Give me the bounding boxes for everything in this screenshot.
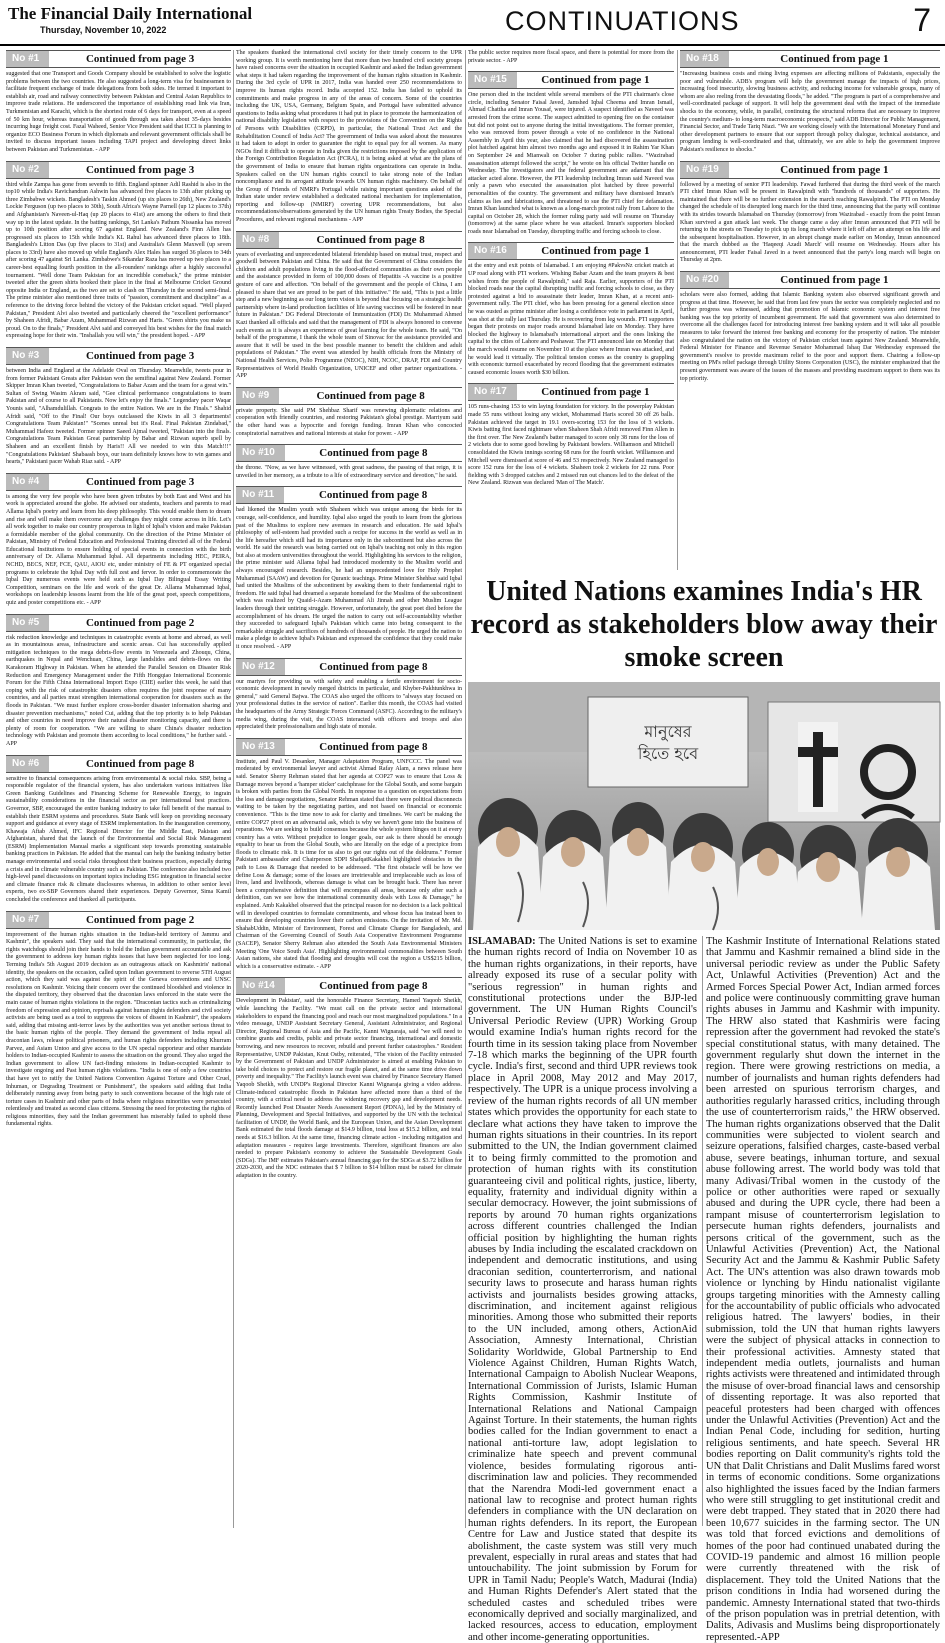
story-body: Development in Pakistan', said the honorable Finance Secretary, Hamed Yaqoob Sheikh, while launching the Facility. "We must call on the private sector and international stakeholders to expand the financing pool and reach our most marginalized populations." In a video message, UNDP Assistant Secretary General, Assistant Administrator, and Regional Director, Regional Bureau of Asia and the Pacific, Kanni Wignaraja, said "we will need to combine grants and credits, public and private sector financing, international and domestic borrowing, and new resources to recover, rebuild and prevent further catastrophes." Resident Representative, UNDP Pakistan, Knut Ostby, reiterated, "The vision of the Facility entrusted by the Government of Pakistan and UNDP Administrator is aimed at enabling Pakistan to take bold choices to protect and restore our fragile planet, and at the same time drive down poverty and inequality." The Facility's launch event was chaired by Finance Secretary Hamed Yaqoob Sheikh, with UNDP's Regional Director Kanni Wignaraja giving a video address. Climate-induced catastrophic floods in Pakistan have affected more than a third of the country, with a critical need to address the widening recovery gap and development needs. Recently launched Post Disaster Needs Assessment Report (PDNA), led by the Ministry of Planning, Development and Special Initiatives, and supported by the UN with the technical facilitation of UNDP, the World Bank, and the European Union, and the Asian Development Bank estimated the total floods damage at $14.9 billion, total loss at $15.2 billion, and total needs at $16.3 billion. At the same time, financing climate action - including mitigation and adaptation measures - requires large investments. Therefore, significant finances are also needed to prepare Pakistan's economy to achieve the Sustainable Development Goals (SDGs). The IMF estimates Pakistan's annual financing gap for the SDGs at $3.72 billion for 2020-2030, and the NDC estimates that $ 7 billion to $14 billion must be raised for climate adaptation in the country. xyxy=(236,998,462,1180)
continued-from-label: Continued from page 3 xyxy=(85,475,195,488)
story-number: No #3 xyxy=(6,348,49,364)
story-body: our martyrs for providing us with safety and enabling a fertile environment for socio-economic development in newly merged districts in particular, and Khyber-Pakhtunkhwa in general," said General Bajwa. The COAS also urged the officers to "always stay focused on your professional duties in the service of nation". Earlier this month, the COAS had visited the headquarters of the Army Strategic Forces Command (ASFC). According to the military's media wing, during the visit, the COAS interacted with officers and troops and also appreciated their professionalism and high state of morale. xyxy=(236,678,462,731)
feature-article-column-2 xyxy=(706,936,940,1643)
story-body: One person died in the incident while several members of the PTI chairman's close circle, including Senator Faisal Javed, Jamshed Iqbal Cheema and Imran Ismail, Ahmad Chattha and Imran Yousaf, were injured. A suspect identified as Naveed was arrested from the crime scene. The suspect admitted to opening fire on the container but did not point out to anyone during the initial investigations. The former premier, who was removed from power through a vote of no confidence in the National Assembly in April this year, also claimed that he had discovered the assassination plot hatched against him almost two months ago and exposed it in Rahim Yar Khan on September 24 and Mianwali on October 7 during public rallies. "Wazirabad assassination attempt followed the script," he wrote on his official Twitter handle on Wednesday. The investigators and the federal government are adamant that the attacker acted alone. However, the PTI leadership including Imran said Naveed was only a pawn who executed the assassination plot hatched by three powerful personalities of the country. The government and military have dismissed Imran's claims as lies and fabrications, and threatened to sue the PTI chief for defamation. Imran Khan launched what is known as a long-march protest rally from Lahore to the capital on October 28, which the former ruling party said will resume on Thursday (tomorrow) at the same place where he was attacked. Imran's supporters blocked roads near Islamabad on Tuesday, disrupting traffic and forcing schools to close. xyxy=(468,92,674,235)
continuation-story xyxy=(468,71,674,236)
continued-from-label: Continued from page 8 xyxy=(319,980,428,993)
continued-from-label: Continued from page 1 xyxy=(541,245,650,258)
story-header xyxy=(468,71,674,89)
story-header xyxy=(6,347,231,365)
continued-from-label: Continued from page 3 xyxy=(85,163,195,176)
continuation-story xyxy=(236,738,462,972)
story-number: No #14 xyxy=(236,978,285,994)
paper-name: The Financial Daily International xyxy=(8,4,253,23)
story-header xyxy=(236,231,462,249)
continued-from-label: Continued from page 8 xyxy=(319,447,428,460)
story-body: followed by a meeting of senior PTI leadership. Fawad furthered that during the third week of the march PTI chief Imran Khan will be present in Rawalpindi with "hundreds of thousands" of supporters. He maintained that there will be no further extension in the march reaching Rawalpindi. The PTI on Monday changed the schedule of its disrupted long march for the third time, announcing that the party will continue with its strides towards Islamabad on Thursday (tomorrow) from Wazirabad - exactly from the point Imran Khan survived a gun attack last week. The change came a day after Imran announced that PTI will be returning to the streets on Tuesday to pick up its long march where it left off after an attempt on his life and the subsequent hospitalisation. However, in an abrupt change made earlier on Monday, Imran announced that the march dubbed as the 'Haqeeqi Azadi March' will resume on Wednesday. Hours after his announcement, PTI leader Faisal Javed in a tweet announced that the party's long march will begin on Thursday at 2pm. xyxy=(680,181,940,264)
story-number: No #20 xyxy=(680,272,729,288)
issue-date: Thursday, November 10, 2022 xyxy=(40,25,167,35)
story-number: No #13 xyxy=(236,739,285,755)
story-header xyxy=(680,50,940,68)
continuations-column-4 xyxy=(680,50,940,570)
story-body: third while Zampa has gone from seventh to fifth. England spinner Adil Rashid is also in the top10 while India's Ravichandran Ashwin has advanced five places to 13th after picking up three Zimbabwe wickets. Bangladesh's Taskin Ahmed (up six places to 26th), New Zealand's Lockie Ferguson (up two places to 30th), South Africa's Wayne Parnell (up 12 places to 37th) and Afghanistan's Naveen-ul-Haq (up 20 places to 41st) are among the others to find their way up in the latest update. In the batting rankings, Sri Lanka's Pathum Nissanka has moved up to 10th position after scoring 67 against England. New Zealand's Finn Allen has progressed six places to 15th while India's KL Rahul has advanced three places to 18th. Bangladesh's Litton Das (up five places to 31st) and Australia's Glenn Maxwell (up seven places to 33rd) have also moved up while England's Alex Hales has surged 36 places to 34th after scoring 47 against Sri Lanka. Zimbabwe's Sikandar Raza has moved up two places to a career-best equalling fourth position in the all-rounders' rankings after a highly successful tournament. "Well done Team Pakistan for an incredible comeback," the prime minister tweeted after the green shirts booked their place in the final at Melbourne Cricket Ground opposite India or England, as the two are set to clash on Thursday in the second semi-final. The prime minister also mentioned three traits of "passion, commitment and discipline" as a reference to the driving force behind the victory of the Pakistan cricket squad. "Well played Pakistan," President Alvi also tweeted and particularly cheered the "excellent performance" by Shaheen Afridi, Babar Azam, Muhammad Rizwan and Haris. "Green shirts you make us proud. On to the finals," President Alvi said and conveyed his best wishes for the final match expressing hope for their win. "Inshallah you will win," the president hoped. - APP xyxy=(6,181,231,340)
page-number: 7 xyxy=(913,2,931,38)
column-rule xyxy=(702,936,703,1526)
continuation-story xyxy=(236,387,462,438)
column-rule xyxy=(233,50,234,1528)
protest-sign-line-2: হিতে হবে xyxy=(637,744,699,763)
story-number: No #2 xyxy=(6,162,49,178)
story-body: improvement of the human rights situation in the Indian-held territory of Jammu and Kashmir", the speakers said. They said that the international community, in particular, the rights watchdogs should join their hands to hold the Indian government accountable and ask the government to address key human rights issues that have been neglected for too long. Terming India's 5th August 2019 decision as an outrageous attack on Kashmiris' national identity, the speakers on the occasion, called upon Indian government to reverse 5TH August action, which they said was against the spirit of the Geneva conventions and UNSC resolutions on Kashmir. Voicing their concern over the continued bloodshed and violence in the disputed territory, they observed that the draconian laws enforced in the state were the main cause of human rights violations in the region. "Draconian tactics such as criminalizing freedom of expression and opinion, reprisals against human rights defenders and civil society activists are being used as a tool to suppress the voices of dissent in Kashmir", the speakers said, adding that missing anti-terror laws by the authorities was yet another serious threat to the basic human rights of the people. They demand the government of India repeal all draconian laws, release political prisoners, and human rights defenders including Khurram Parvez, and Asiam Untoo and give access to the UN special rapporteur and other mandate holders to Indian-occupied Kashmir to assess the situation on the ground. They also urged the Indian government to allow UN fact-finding missions in Indian-occupied Kashmir to investigate ongoing and Past human rights violations. "India is one of only a few countries that have yet to ratify the United Nations Convention Against Torture and Other Cruel, Inhuman, or Degrading Treatment or Punishment", the speakers said adding that India deliberately running away from being party to such conventions because of the high rate of torture cases in Kashmir and other parts of India where religious minorities were persecuted relentlessly and treated as second class citizens. Stressing the need for protecting the rights of religious minorities, they said the Indian government has miserably failed to uphold these fundamental rights. xyxy=(6,931,231,1128)
column-rule xyxy=(465,50,466,1528)
continued-from-label: Continued from page 3 xyxy=(85,350,195,362)
feature-article-text-1: The United Nations is set to examine the human rights record of India on November 10 as the human rights organizations, in their reports, have already exposed its ruse of a secular polity with "serious regression" in human rights and constitutional protections under the BJP-led government. The UN Human Rights Council's Universal Periodic Review (UPR) Working Group would examine India's human rights record for the fourth time in its session taking place from November 7-18 which marks the beginning of the UPR fourth cycle. India's first, second and third UPR reviews took place in April 2008, May 2012 and May 2017, respectively. The UPR is a unique process involving a review of the human rights records of all UN member states which provides the opportunity for each state to declare what actions they have taken to improve the human rights situations in their countries. In its report submitted to the UN, the Indian government claimed it to being firmly committed to the promotion and protection of human rights with its constitution guaranteeing civil and political rights, justice, liberty, equality, fraternity and individual dignity within a secular democracy. However, the joint submissions of reports by around 70 human rights organizations across different countries challenged the Indian official position by highlighting the human rights abuses by India including the escalated crackdown on independent and democratic institutions, and using draconian sedition, counterterrorism, and national security laws to prosecute and harass human rights activists and journalists besides growing attacks, discrimination, and incitement against religious minorities. Among those who submitted their reports to the UN included, among others, ActionAid Association, Amnesty International, Christian Solidarity Worldwide, Global Partnership to End Violence Against Children, Human Rights Watch, International Campaign to Abolish Nuclear Weapons, International Commission of Jurists, Islamic Human Rights Commission, Kashmir Institute of International Relations and National Campaign Against Torture. In their statements, the human rights bodies called for the Indian government to enact a national anti-torture law, adopt legislation to criminalize hate speech and prevent communal violence, besides formulating rigorous anti-discrimination law and policies. They recommended that the Narendra Modi-led government enact a national law to recognise and protect human rights defenders in compliance with the UN declaration on human rights defenders. In its report, the European Centre for Law and Justice stated that despite its abolishment, the caste system was still very much prevalent, especially in rural areas and states that had untouchability. The joint submission by Forum for UPR in Tamil Nadu; People's Watch, Madurai (India) and Human Rights Defender's Alert stated that the scheduled castes and scheduled tribes were economically deprived and socially marginalized, and lacked resources, access to education, employment and other income-generating opportunities. xyxy=(468,936,697,1643)
continuation-story xyxy=(236,658,462,732)
continuation-story xyxy=(6,755,231,905)
continuation-story xyxy=(6,614,231,749)
story-header xyxy=(468,383,674,401)
story-number: No #12 xyxy=(236,659,285,675)
column-rule xyxy=(677,50,678,570)
feature-headline: United Nations examines India's HR record as stakeholders blow away their smoke screen xyxy=(470,576,938,673)
story-body: Institute, and Paul V. Desanker, Manager Adaptation Program, UNFCCC. The panel was moderated by environmental lawyer and activist Ahmad Rafay Alam, a news release here said. Senator Sherry Rehman stated that her agenda at COP27 was to ensure that Loss & Damage moves beyond a 'hamper sticker' catchphrase for the Global South, and some bargain is broken with parties from the Global North. In response to a question on expectations from the loss and damage negotiations, Senator Rehman stated that there were political disconnects waiting to be taken by the negotiating parties, and not based on financial or economic convenience. "This is the time now to ask for clarity and timelines. We can't be making the entire COP27 pivot on an adversarial ask, which is why we haven't gone into the business of reparations. We are seeking to build consensus because the whole system hinges on it at every country has a veto. Without prejudice to longer goals, our ask is there should be enough equality to hear us from the Global South, who are literally on the edge of a precipice from floods to climatic risk. It is time for us also to get our rights out of the doldrums." Former Pakistani ambassador and Chairperson SDPI ShafqatKakakhel highlighted obstacles in the path to Loss & Damage that needed to be addressed. "The first obstacle will be how we define Loss & damage; some of the losses are irretrievable and irreplaceable such as loss of lives, land and livelihoods, whereas damage is what can be brought back. There has never been a comprehensive definition that will encompass all areas, because only after such a definition, can we see how the international community deals with Loss & Damage," he explained. Amb Kakakhel observed that the principal reason for no decision is a lack political will in developed countries to formulate commitments, and whose focus has instead been to ensure that developing countries lower their carbon emissions. On the invitation of Mr. Md. ShahabUddin, Minister of Environment, Forest and Climate Change for Bangladesh, and Chairman of the Governing Council of South Asia Cooperative Environment Programme (SACEP), Senator Sherry Rehman also attended the South Asia Environmental Ministers Meeting 'One Voice South Asia'. Highlighting environmental commonalities between South Asian nations, she stated that flooding and droughts will cost the region a US$215 billion, which is a conservative estimate. - APP xyxy=(236,758,462,970)
story-header xyxy=(6,755,231,773)
story-body: 105 runs-chasing 153 to win laying foundation for victory. In the powerplay Pakistan made 55 runs without losing any wicket, Mohammad Haris scored 30 off 26 balls. Pakistan achieved the target in 19.1 overs-scoring 153 for the loss of 3 wickets. Kiwis batting first faced nightmare when Shaheen Shah Afridi removed Finn Allen in the first over. The New Zealand's batter managed to score only 38 runs for the loss of 2 wickets due to some good bowling by Pakistani bowlers. Williamson and Mitchell consolidated the Kiwis innings scoring 68 runs for the fourth wicket. Williamson and Mitchell were dismissed at score of 46 and 53 respectively. New Zealand managed to score 152 runs for the loss of 4 wickets. Shaheen took 2 wickets for 22 runs. Poor fielding with 3 dropped catches and 2 missed run out chances led to the defeat of the New Zealand. Rizwan was declared 'Man of The Match'. xyxy=(468,404,674,487)
continued-from-label: Continued from page 8 xyxy=(319,660,428,673)
story-number: No #1 xyxy=(6,51,49,67)
story-body: at the entry and exit points of Islamabad. I am enjoying #PakvsNz cricket match at UP road along with PTI workers. Wishing Babar Azam and the team prayers & best wishes from the people of Rawalpindi," said Raja. Earlier, supporters of the PTI blocked roads near the capital disrupting traffic and forcing schools to close, as they protested against a bid to assassinate their leader, Imran Khan, at a recent anti-government rally. The PTI chief, who has been pressing for a general election since he was ousted as prime minister after losing a confidence vote in parliament in April, was shot at the rally last Thursday. He is recovering from leg wounds. PTI supporters began their protests on major roads around Islamabad late on Monday. They have blocked the highway to Islamabad's international airport and the ones linking the capital to the cities of Lahore and Peshawar. The PTI announced late on Monday that the march would resume on November 10 at the place where Imran was attacked, and he would lead it virtually. The political tension comes as the country is grappling with economic turmoil exacerbated by record flooding that the government estimates caused economic losses worth $30 billion. xyxy=(468,263,674,376)
story-body: between India and England at the Adelaide Oval on Thursday. Meanwhile, tweets pour in from former Pakistani Greats after Pakistan won the semifinal against New Zealand. Former Skipper Imran Khan tweeted, "Congratulations to Babar Azam and the team for a great win." Sultan of Swing Wasim Akram said, "Gee clinical performance congratulations to team Pakistan and of course to all Pakistanis. Now let's enjoy the finals." Legendary pacer Waqar Younis said, "Alhamdulillah. Congrats to the entire Nation. We are in the Finals." Shahid Afridi said, "Off to the Final! Our boys outclassed the Kiwis in all 3 departments! Congratulations Team Pakistan!" "Scenes unreal but it's Real. Final Pakistan Zindabad," Muhammad Hafeez tweeted. Former spinner Saeed Ajmal tweeted, "Pakistan into the finals. Congratulations Team Pakistan Great partnership by Babar and Rizwan superb spell by Shaheen and an excellent finish by Haris!! All we needed to win this Match!!!" "Congratulations Pakistan! Shabaash boys, our team definitely knows how to win games and hearts," Pakistani pacer Wahab Riaz said. - APP xyxy=(6,368,231,466)
story-header xyxy=(680,161,940,179)
story-header xyxy=(236,658,462,676)
story-number: No #6 xyxy=(6,756,49,772)
protest-photo-illustration xyxy=(468,682,940,930)
story-body: scholars were also formed, adding that Islamic Banking system also observed significant growth and progress at that time. However, he said that from last few years the sector was completely neglected and no further progress was witnessed, adding that promotion of Islamic economic system and interest free banking was the top priority of incumbent government. He said that government was also determined to overcome all the challenges faced for introducing interest free banking system and it will take all possible measures to take forward the interest free banking and economy for the prosperity of nation. The minister also congratulated the nation on the victory of Pakistan cricket team against New Zealand. Meanwhile, Federal Minister for Finance and Revenue Senator Mohammad Ishaq Dar Wednesday expressed the government's resolve to provide maximum relief to the poor and support them. Chairing a follow-up meeting on PM's relief package through Utility Stores Corporation (USC), the minister emphasized that the present government was aware of the issues of the masses and providing maximum support to them was its top priority. xyxy=(680,292,940,382)
story-body: The speakers thanked the international civil society for their timely concern to the UPR working group. It is worth mentioning here that more than two hundred civil society groups have raised concerns over the situation in occupied Kashmir and asked the Indian government what steps it had taken regarding the improvement of the human rights situation in Kashmir. During the 3rd cycle of UPR in 2017, India was handed over 250 recommendations to improve its human rights record. India accepted 152. India has failed to uphold its commitments and make progress in any of the areas of concern. Some of the countries including the UK, USA, Germany, Belgium Spain, and Portugal have submitted advance questions to India asking what procedures it had put in place to promote the harmonization of national disability legislation with respect to the provisions of the Convention on the Rights of Persons with Disabilities (CRPD), in particular, the National Trust Act and the Rehabilitation Council of India Act? The government of India was asked about the measures it had taken to adopt in order to guarantee the right to equal pay for all women. As many NGOs find it difficult to operate in India given the restrictions imposed by the application of the Foreign Contribution Regulation Act (FCRA), it is being asked at what are the plans of the government of India to ensure that human rights organizations can operate in India. Speakers called on the UN human rights council to take strong note of the Indian noncompliance and its arrogant attitude towards UN human rights machinery. On behalf of the Group of Friends of NMRFs Portugal while raising important questions asked of the Indian state under review established a dedicated national mechanism for implementation, reporting and follow-up (NMIRF) covering UPR recommendations, but also recommendations/observations generated by the UN human rights Treaty Bodies, the Special Procedures, and relevant regional mechanisms - APP xyxy=(236,50,462,224)
continuation-story xyxy=(468,242,674,377)
story-header xyxy=(236,444,462,462)
story-number: No #11 xyxy=(236,487,284,503)
story-header xyxy=(236,738,462,756)
dateline: ISLAMABAD: xyxy=(468,936,536,947)
story-body: private property. She said PM Shehbaz Sharif was renewing diplomatic relations and cooperation with friendly countries, and restoring Pakistan's global prestige. Marriyum said the other hand was a hypocrite and foreign funding. Imran Khan who concocted conspiratorial narratives and national interests at stake for power. - APP xyxy=(236,407,462,437)
section-title: CONTINUATIONS xyxy=(505,6,740,36)
story-number: No #15 xyxy=(468,72,517,88)
continuation-story xyxy=(236,50,462,225)
continued-from-label: Continued from page 8 xyxy=(85,757,195,770)
story-header xyxy=(6,473,231,491)
continued-from-label: Continued from page 8 xyxy=(316,389,425,402)
continuation-story xyxy=(680,271,940,383)
story-body: years of everlasting and unprecedented bilateral friendship based on mutual trust, respect and goodwill between Pakistan and China. He said that the Government of China considers the children and adult populations living in the flood-affected communities as their own people and the assistance provided in form of 100,000 doses of Hepatitis -A vaccine is a positive gesture of care and affection. "On behalf of the government and the people of China, I am pleased to share that we are proud to be part of this initiative." He said, "This is just a little step and a new beginning as our long term vision is beyond that focusing on a strategic health partnership where in-land production facilities of life saving vaccines will be fostered in near future in Pakistan." DG Federal Directorate of Immunization (FDI) Dr. Muhammad Ahmed Kazi thanked all officials and said that the management of FDI is always honored to convene such events as it is always an experience of great learning for the whole team. He said, "On behalf of the programme, I thank the whole team of Sinovac for the assistance provided and assure that it will be used in the best possible manner to benefit the children and adult populations of Pakistan." The event was attended by health officials from the Ministry of National Health Services, Polio Programme (NEOC), NIH, NCOC, DRAP, FDI and Country Representatives of World Health Organization, UNICEF and other partner organizations. - APP xyxy=(236,251,462,380)
story-header xyxy=(6,911,231,929)
story-number: No #4 xyxy=(6,474,49,490)
continuation-story xyxy=(6,347,231,467)
continuations-column-2 xyxy=(236,50,462,1528)
feature-article-text-2: The Kashmir Institute of International Relations stated that Jammu and Kashmir remained a blind side in the universal periodic review as under the Public Safety Act, Unlawful Activities (Prevention) Act and the Armed Forces Special Power Act, Indian armed forces and police were continuously committing grave human rights abuses in Jammu and Kashmir with impunity. The HRW also stated that Kashmiris were facing repression after the government had revoked the state's special constitutional status, with many detained. The government regularly shut down the internet in the region. There were growing restrictions on media, a number of journalists and human rights defenders had been arrested on spurious terrorism charges, and authorities regularly harassed critics, including through the use of counterterrorism raids," the HRW observed. The human rights organizations observed that the Dalit communities were subjected to violent search and seizure operations, falsified charges, caste-based verbal abuse, severe beatings, inhuman torture, and sexual abuse following arrest. The world body was told that many Adivasi/Tribal women in the custody of the police or other authorities were raped or sexually abused and during the UPR cycle, there had been a rampant misuse of counterterrorism legislation to persecute human rights defenders, journalists and persons critical of the government, such as the Unlawful Activities (Prevention) Act, the National Security Act and the Jammu & Kashmir Public Safety Act. The UN's attention was also drawn towards mob violence or lynching by Hindu nationalist vigilante groups targeting minorities with the Amnesty calling for the accountability of public officials who advocated religious hatred. The lawyers' bodies, in their submission, told the UN that human rights lawyers were the subject of physical attacks in connection to their professional activities. Amnesty stated that independent media outlets, journalists and human rights activists were threatened and intimidated through the misuse of over-broad financial laws and censorship of dissenting reportage. It was also reported that peaceful protesters had been charged with offences under the Unlawful Activities (Prevention) Act and the Indian Penal Code, including for sedition, hurting religious sentiments, and hate speech. Several HR bodies reporting on Dalit community's rights told the UN that Dalit Christians and Dalit Muslims fared worst in terms of economic conditions. Some organizations also highlighted the issues faced by the Indian farmers who were still struggling to get institutional credit and were debt trapped. They stated that in 2020 there had been 10,677 suicides in the farming sector. The UN was told that forced evictions and demolitions of homes of the poor had continued unabated during the COVID-19 pandemic and almost 16 million people were currently threatened with the risk of displacement. They told the United Nations that the prison conditions in India had worsened during the pandemic. Amnesty International stated that two-thirds of the prison population was in pretrial detention, with Dalits, Adivasis and Muslims being disproportionately represented.-APP xyxy=(706,936,940,1643)
story-body: The public sector requires more fiscal space, and there is potential for more from the private sector. - APP xyxy=(468,50,674,64)
continued-from-label: Continued from page 3 xyxy=(85,53,195,65)
story-number: No #9 xyxy=(236,388,279,404)
story-number: No #10 xyxy=(236,445,285,461)
continued-from-label: Continued from page 2 xyxy=(85,913,195,926)
continued-from-label: Continued from page 1 xyxy=(541,74,650,87)
story-header xyxy=(6,50,231,68)
continued-from-label: Continued from page 1 xyxy=(780,53,889,65)
story-number: No #17 xyxy=(468,384,517,400)
continuation-story xyxy=(236,977,462,1180)
story-header xyxy=(680,271,940,289)
continuation-story xyxy=(236,486,462,651)
continuation-story xyxy=(236,231,462,381)
story-body: "Increasing business costs and rising living expenses are affecting millions of Pakistanis, especially the poor and vulnerable. ADB's program will help the government manage the impacts of high prices, increasing food insecurity, slowing business activity, and reducing income for vulnerable groups, many of whom are also reeling from the devastating floods," he added. "The program is part of a comprehensive and well-coordinated package of support. It will help the government deal with the impact of the immediate shocks to the economy, while, in parallel, continuing the structural reforms that are necessary to improve the country's medium- to long-term macroeconomic prospects," said ADB Director for Public Management, Financial Sector, and Trade Tariq Niazi. "We are working closely with the International Monetary Fund and other development partners to ensure that our support through policy dialogue, technical assistance, and program lending is well-coordinated and that, ultimately, we are able to help the government improve Pakistan's resilience to shocks." xyxy=(680,71,940,153)
continuations-column-1 xyxy=(6,50,231,1528)
story-number: No #16 xyxy=(468,243,517,259)
continued-from-label: Continued from page 1 xyxy=(780,274,889,287)
story-header xyxy=(236,486,462,504)
story-number: No #19 xyxy=(680,162,729,178)
continued-from-label: Continued from page 8 xyxy=(318,489,428,502)
story-header xyxy=(236,387,462,405)
story-number: No #7 xyxy=(6,912,49,928)
continuation-story xyxy=(6,911,231,1129)
story-header xyxy=(6,614,231,632)
story-body: is among the very few people who have been given tributes by both East and West and his work is appreciated around the globe. He advised our students, teachers and parents to read Allama Iqbal's poetry and learn from his deep philosophy. This would enable them to dream and rise and will make them overcome any challenges they might come across in life. Let's all work together to make our country prosperous in light of Iqbal's vision and make Pakistan a formidable member of the global community. On the direction of the Prime Minister of Pakistan, Ministry of Federal Education and Professional Training directed all of the Federal Educational Institutions to ensure holding of special events in connection with the birth anniversary of Dr. Allama Muhammad Iqbal. All departments including HEC, PEIRA, NCHD, BECS, NEF, FCE, QAU, AIOU etc, under ministry of FE & PT organized special programs to celebrate the Iqbal Day with full zest and fervor. In order to commemorate the Iqbal Day numerous events were held such as Iqbal Day Bilingual Essay Writing Competition, seminars on the life and work of the great Dr. Allama Muhammad Iqbal, workshops on leadership lessons learnt from the life of the great poet, speech competitions, quiz and poster competitions etc. - APP xyxy=(6,493,231,607)
continued-from-label: Continued from page 1 xyxy=(541,386,650,399)
story-body: suggested that one Transport and Goods Company should be established to solve the logistic problems between the two countries. He also suggested a long-term visa for businessmen to facilitate frequent exchange of trade delegations from both sides. He termed it important to establish air, road and railway connectivity between Pakistan and Central Asian Republics to improve trade relations. He underscored the importance of establishing road link via Iran, Turkmenistan and Karachi, which is the shortest route of 6 days for transport, even at a speed of 50 km hour, whereas transportation of goods through sea takes about 35-days besides incurring huge freight cost. Fazal Waheed, Senior Vice President said that ICCI is planning to organize ECO Business Forum in which diplomats and relevant government officials shall be invited to discuss important issues including TAPI project and developing direct links between Pakistan and Turkmenistan. - APP xyxy=(6,71,231,153)
story-header xyxy=(236,977,462,995)
masthead xyxy=(0,0,945,46)
story-body: risk reduction knowledge and techniques in catastrophic events at home and abroad, as well as in mountainous areas, infrastructure and scenic areas. Cui has successfully applied mitigation techniques to the mega debris-flow events in Venezuela and Zhouqu, China, earthquakes in Nepal and Wenchuan, China, large landslides and debris-flows on the Karakoram Highway in Pakistan. When he attended the Parallel Session on Disaster Risk Reduction and Emergency Management under the Fifth Hongqiao International Economic Forum for the Fifth China International Import Expo (CIIE) earlier this week, he said that coping with the risk of catastrophic disasters often requires the joint response of many countries, and all parties must strengthen international cooperation for disasters such as the floods in Pakistan. "We must further explore cross-border disaster information sharing and disaster prevention mechanisms," noted Cui, adding that the top priority is to help Pakistan and other countries in need improve their natural disaster monitoring capacity, and there is plenty of room for cooperation. "We are willing to share China's disaster reduction technology with Pakistan and promote them according to local conditions," he further said. - APP xyxy=(6,634,231,747)
continuation-story xyxy=(6,473,231,608)
continuation-story xyxy=(6,161,231,341)
story-body: had likened the Muslim youth with Shaheen which was unique among the birds for its courage, self-confidence, and humility. Iqbal also urged the youth to learn from the glorious past of the Muslims to explore new avenues in research and education. He said Iqbal's philosophy of self-esteem had provided such a recipe for success in the world as well as in the life hereafter which still had its importance only in the subcontinent but also across the world. He said the research was being carried out on Iqbal's teaching not only in this region but also at modern universities throughout the world. Highlighting his services to the religion, the prime minister said Allama Iqbal had introduced modernity to the Muslim world and always encouraged research. Besides, he had an unprecedented love for Holy Prophet Muhammad (SAAW) and devotion for Quranic teachings. Prime Minister Shehbaz said Iqbal had united the Muslims of the subcontinent by awaking them to their fundamental right to freedom. He said Iqbal had dreamed a separate homeland for the Muslims of the subcontinent which was realized by Quaid-i-Azam Muhammad Ali Jinnah and other Muslim League leaders through their untiring struggle. However, unfortunately, the great poet died before the accomplishment of his dream. He urged the nation to carry out self-accountability whether they succeeded to safeguard Iqbal's Pakistan which came into being consequent to the remarkable struggle and sacrifices of hundreds of thousands of people. He urged the nation to make a pledge to achieve Iqbal's Pakistan and expressed the confidence that they could make it once resolved. - APP xyxy=(236,507,462,650)
protest-sign-line-1: মানুষের xyxy=(644,722,692,741)
story-number: No #5 xyxy=(6,615,49,631)
continued-from-label: Continued from page 1 xyxy=(780,163,889,176)
continued-from-label: Continued from page 8 xyxy=(316,233,425,246)
story-body: the throne. "Now, as we have witnessed, with great sadness, the passing of that reign, it is unveiled in her memory, as a tribute to a life of extraordinary service and devotion," he said. xyxy=(236,465,462,479)
story-header xyxy=(6,161,231,179)
story-number: No #18 xyxy=(680,51,729,67)
protest-photo xyxy=(468,682,940,930)
continued-from-label: Continued from page 8 xyxy=(319,740,428,753)
feature-article-column-1 xyxy=(468,936,697,1643)
continuation-story xyxy=(6,50,231,155)
story-header xyxy=(468,242,674,260)
continuation-story xyxy=(680,50,940,155)
continued-from-label: Continued from page 2 xyxy=(85,616,195,629)
story-number: No #8 xyxy=(236,232,279,248)
continuations-column-3 xyxy=(468,50,674,570)
continuation-story xyxy=(468,383,674,488)
story-body: sensitive to financial consequences arising from environmental & social risks. SBP, being a responsible regulator of the financial system, has also undertaken various initiatives like Green Banking Guidelines and Financing Scheme for Renewable Energy, to ingrain sustainability considerations in the financial sector as per international best practices. Governor, SBP, encouraged the entire banking industry to take full benefit of the manual to establish their ESRM systems and procedures. State Bank will keep on providing necessary support and guidance at every stage of ESRM implementation. In the inauguration ceremony, Khawaja Aftab Ahmed, IFC Regional Director for the Middle East, Pakistan and Afghanistan, shared that the launch of the Environmental and Social Risk Management (ESRM) Implementation Manual marks a significant step towards promoting sustainable banking practices in Pakistan. He added that the manual can help the banking industry better manage environmental and social risks throughout their business practices, especially during a crisis and in climate vulnerable country such as Pakistan. The conference also included two high-level panel discussions on important topics including ESG integration in financial sector and climate finance risk & climate disclosures whereas, in addition to other senior level experts, two ex-SBP Governors shared their experiences. Deputy Governor, Sima Kamil concluded the conference and thanked all participants. xyxy=(6,775,231,904)
continuation-story xyxy=(680,161,940,266)
continuation-story xyxy=(236,444,462,480)
continuation-story xyxy=(468,50,674,65)
